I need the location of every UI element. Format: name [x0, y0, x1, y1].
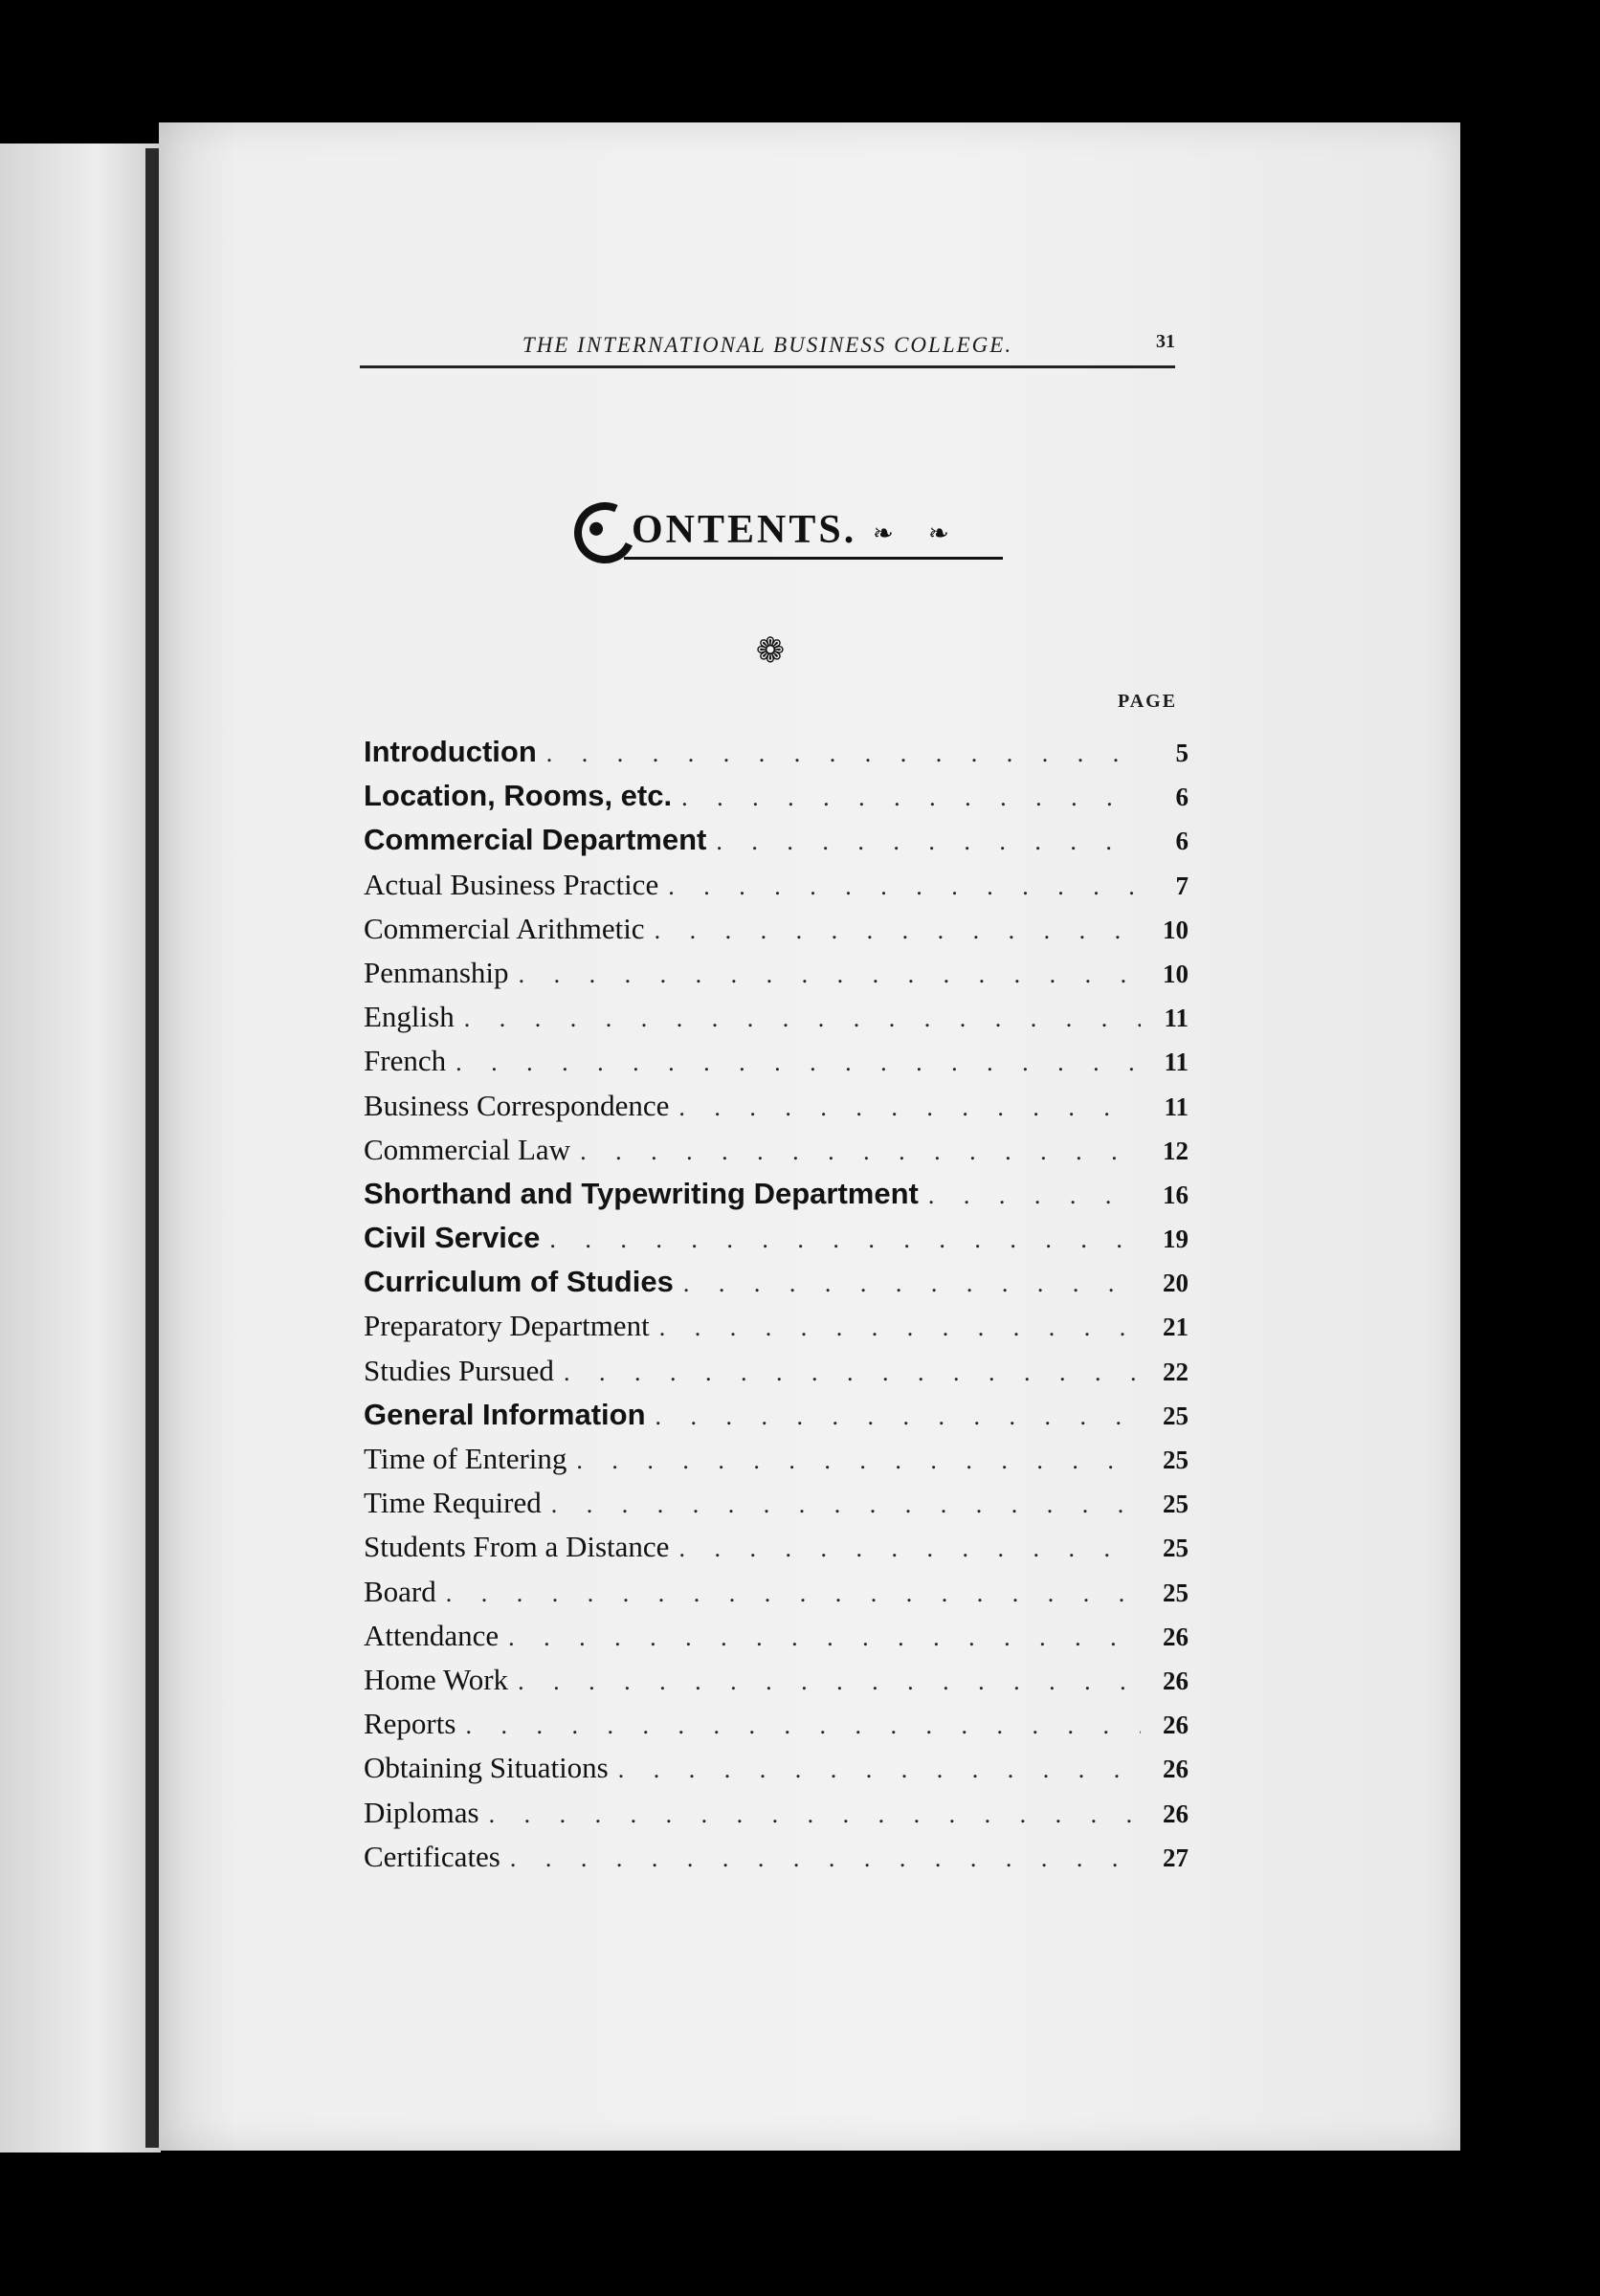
toc-entry	[364, 1133, 1189, 1177]
toc-entry-page: 10	[1163, 915, 1189, 944]
toc-entry-title: Students From a Distance	[364, 1530, 670, 1564]
toc-entry	[364, 956, 1189, 1000]
dot-leader	[681, 784, 1141, 812]
toc-entry-title: Business Correspondence	[364, 1088, 670, 1122]
toc-entry-page: 20	[1163, 1269, 1189, 1298]
toc-entry-page: 26	[1163, 1755, 1189, 1784]
toc-entry-page: 25	[1163, 1490, 1189, 1519]
dot-leader	[546, 740, 1141, 768]
toc-entry	[364, 1309, 1189, 1353]
toc-entry	[364, 1089, 1189, 1133]
toc-entry-title: Civil Service	[364, 1221, 541, 1255]
toc-entry-title: Diplomas	[364, 1795, 479, 1829]
page-number: 31	[1156, 331, 1175, 352]
toc-entry-title: General Information	[364, 1397, 646, 1431]
dot-leader	[510, 1844, 1141, 1873]
toc-entry-page: 6	[1175, 783, 1189, 812]
toc-entry-title: Board	[364, 1574, 436, 1608]
dot-leader	[519, 960, 1141, 989]
toc-entry	[364, 1575, 1189, 1619]
table-of-contents	[364, 735, 1189, 1884]
toc-entry	[364, 1265, 1189, 1309]
dot-leader	[678, 1093, 1141, 1122]
toc-entry-page: 19	[1163, 1225, 1189, 1254]
dot-leader	[551, 1490, 1141, 1519]
facing-page	[0, 144, 161, 2152]
toc-entry	[364, 1000, 1189, 1044]
dot-leader	[456, 1049, 1141, 1077]
dot-leader	[580, 1137, 1141, 1166]
toc-entry-title: Certificates	[364, 1839, 500, 1873]
toc-entry	[364, 1707, 1189, 1751]
toc-entry	[364, 1751, 1189, 1795]
toc-entry-page: 26	[1163, 1799, 1189, 1828]
toc-entry-title: Reports	[364, 1707, 456, 1741]
dot-leader	[576, 1446, 1141, 1475]
heading-text: ONTENTS.	[632, 508, 857, 552]
toc-entry-title: Obtaining Situations	[364, 1751, 609, 1785]
dot-leader	[678, 1534, 1141, 1563]
toc-entry	[364, 1354, 1189, 1398]
toc-entry-page: 11	[1164, 1048, 1189, 1077]
toc-entry-title: Actual Business Practice	[364, 867, 659, 901]
dot-leader	[446, 1579, 1141, 1608]
toc-entry-title: Commercial Arithmetic	[364, 911, 645, 945]
dot-leader	[683, 1269, 1141, 1298]
toc-entry-page: 27	[1163, 1843, 1189, 1872]
toc-entry-page: 21	[1163, 1313, 1189, 1342]
dot-leader	[518, 1667, 1141, 1696]
dot-leader	[656, 1402, 1141, 1431]
toc-entry-page: 11	[1164, 1092, 1189, 1121]
toc-entry-title: Introduction	[364, 735, 537, 768]
toc-entry-title: Shorthand and Typewriting Department	[364, 1176, 919, 1210]
toc-entry	[364, 735, 1189, 779]
toc-entry-page: 25	[1163, 1446, 1189, 1474]
dot-leader	[508, 1623, 1141, 1652]
toc-entry-page: 16	[1163, 1180, 1189, 1209]
flower-ornament-icon: ❁	[755, 631, 786, 670]
book-gutter	[145, 148, 159, 2148]
dot-leader	[549, 1225, 1141, 1254]
toc-entry-page: 5	[1175, 739, 1189, 767]
toc-entry-page: 22	[1163, 1357, 1189, 1386]
toc-entry-page: 12	[1163, 1136, 1189, 1165]
toc-entry-title: Curriculum of Studies	[364, 1265, 674, 1299]
toc-entry	[364, 823, 1189, 867]
toc-entry-page: 25	[1163, 1534, 1189, 1563]
toc-entry-title: Penmanship	[364, 955, 509, 989]
contents-heading	[574, 502, 1005, 569]
running-title: THE INTERNATIONAL BUSINESS COLLEGE.	[522, 333, 1013, 357]
toc-entry-title: Attendance	[364, 1618, 500, 1652]
toc-entry	[364, 1619, 1189, 1663]
dot-leader	[668, 872, 1141, 901]
dot-leader	[564, 1358, 1141, 1387]
dot-leader	[489, 1800, 1141, 1829]
toc-entry-page: 6	[1175, 827, 1189, 856]
toc-entry-page: 11	[1164, 1004, 1189, 1033]
toc-entry	[364, 912, 1189, 956]
toc-entry	[364, 1796, 1189, 1840]
toc-entry-title: Home Work	[364, 1662, 509, 1696]
toc-entry-title: French	[364, 1044, 447, 1078]
toc-entry-title: Time of Entering	[364, 1442, 567, 1475]
toc-entry-page: 26	[1163, 1666, 1189, 1695]
toc-entry	[364, 1044, 1189, 1088]
toc-entry	[364, 779, 1189, 823]
dot-leader	[464, 1004, 1141, 1033]
dot-leader	[465, 1711, 1141, 1740]
dot-leader	[928, 1181, 1141, 1210]
toc-entry	[364, 1221, 1189, 1265]
toc-entry	[364, 1398, 1189, 1442]
page-column-header: PAGE	[1118, 691, 1178, 712]
toc-entry-title: Studies Pursued	[364, 1353, 554, 1387]
toc-entry-page: 25	[1163, 1578, 1189, 1607]
toc-entry-title: Preparatory Department	[364, 1309, 650, 1343]
toc-entry	[364, 868, 1189, 912]
heading-underline	[624, 557, 1003, 560]
toc-entry	[364, 1840, 1189, 1884]
toc-entry-title: English	[364, 1000, 455, 1034]
fleuron-icon: ❧	[928, 519, 949, 547]
toc-entry	[364, 1530, 1189, 1574]
dot-leader	[659, 1314, 1141, 1342]
toc-entry	[364, 1177, 1189, 1221]
dot-leader	[618, 1755, 1141, 1784]
toc-entry-title: Location, Rooms, etc.	[364, 779, 673, 813]
toc-entry-page: 26	[1163, 1622, 1189, 1651]
toc-entry-title: Commercial Department	[364, 823, 707, 857]
toc-entry-title: Commercial Law	[364, 1132, 571, 1166]
toc-entry-title: Time Required	[364, 1486, 542, 1520]
toc-entry	[364, 1486, 1189, 1530]
toc-entry-page: 25	[1163, 1401, 1189, 1430]
fleuron-icon: ❧	[873, 519, 894, 547]
running-header	[360, 327, 1175, 368]
dot-leader	[716, 828, 1141, 856]
toc-entry-page: 10	[1163, 959, 1189, 988]
toc-entry	[364, 1442, 1189, 1486]
toc-entry-page: 26	[1163, 1711, 1189, 1740]
dot-leader	[655, 916, 1141, 945]
toc-entry-page: 7	[1175, 871, 1189, 900]
toc-entry	[364, 1663, 1189, 1707]
